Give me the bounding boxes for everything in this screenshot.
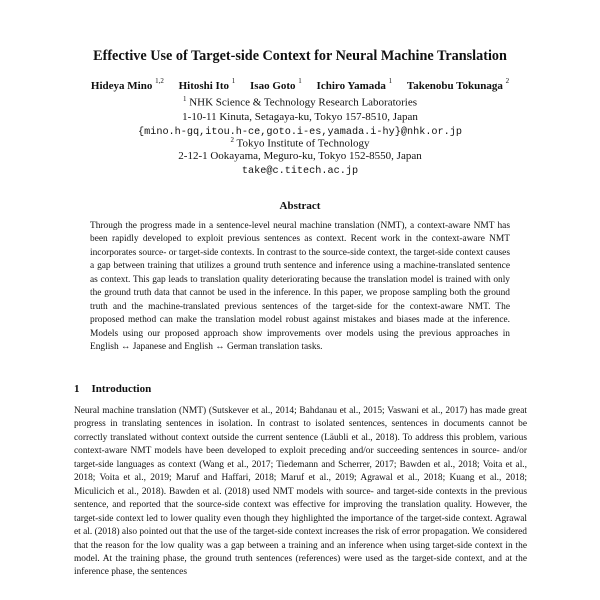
- affiliation-name: NHK Science & Technology Research Laboratories: [189, 96, 418, 109]
- affiliation-1-address: 1-10-11 Kinuta, Setagaya-ku, Tokyo 157-8510, Japan: [182, 111, 418, 123]
- author-affiliation-marker: 1: [231, 77, 236, 85]
- introduction-text: Neural machine translation (NMT) (Sutskever et al., 2014; Bahdanau et al., 2015; Vaswani et al., 2017) has made great progress in translating sentences in isolation. In contrast to isolated sentences, sentences in documents cannot be correctly translated without context outside the current sentence (Läubli et al., 2018). To address this problem, various context-aware NMT models have been developed to exploit preceding and/or succeeding sentences in source- and/or target-side languages as context (Wang et al., 2017; Tiedemann and Scherrer, 2017; Bawden et al., 2018; Voita et al., 2018; Voita et al., 2019; Maruf and Haffari, 2018; Maruf et al., 2019; Agrawal et al., 2018; Kuang et al., 2018; Miculicich et al., 2018). Bawden et al. (2018) used NMT models with source- and target-side contexts in the previous sentence, and reported that the source-side context was effective for improving the translation quality. However, the target-side context led to lower quality even though they highlighted the importance of the target-side context. Agrawal et al. (2018) also pointed out that the use of the target-side context increases the risk of error propagation. We considered that the reason for the low quality was a gap between a training and an inference when using target-side context in the model. At the training phase, the ground truth sentences (references) were used as the target-side context, and at the inference phase, the sentences: [74, 406, 527, 578]
- author-name: Takenobu Tokunaga: [406, 79, 503, 92]
- author-name: Isao Goto: [250, 79, 296, 92]
- affiliation-marker: 1: [182, 95, 187, 103]
- author-affiliation-marker: 1,2: [155, 77, 164, 85]
- author-affiliation-marker: 2: [505, 77, 510, 85]
- section-number: 1: [74, 383, 80, 395]
- section-title: Introduction: [91, 383, 152, 395]
- affiliation-2-email: take@c.titech.ac.jp: [241, 166, 359, 177]
- author-affiliation-marker: 1: [388, 77, 393, 85]
- author: [250, 77, 302, 92]
- author-name: Ichiro Yamada: [316, 79, 386, 92]
- affiliation-1-email: {mino.h-gq,itou.h-ce,goto.i-es,yamada.i-hy}@nhk.or.jp: [137, 127, 462, 138]
- paper-title: Effective Use of Target-side Context for Neural Machine Translation: [93, 48, 507, 64]
- affiliation-name: Tokyo Institute of Technology: [236, 137, 370, 150]
- affiliation-marker: 2: [230, 136, 234, 144]
- affiliation-1-name: [0, 95, 600, 109]
- author-name: Hitoshi Ito: [178, 79, 230, 92]
- abstract-heading: Abstract: [279, 200, 321, 212]
- section-heading: [74, 383, 151, 395]
- author: [316, 77, 393, 92]
- affiliation-2-address: 2-12-1 Ookayama, Meguro-ku, Tokyo 152-8550, Japan: [178, 150, 422, 162]
- author: [406, 77, 510, 92]
- affiliation-2-name: [0, 136, 600, 150]
- author-name: Hideya Mino: [90, 79, 153, 92]
- author: [178, 77, 236, 92]
- author: [90, 77, 164, 92]
- author-list: [0, 78, 600, 92]
- abstract-text: Through the progress made in a sentence-level neural machine translation (NMT), a context-aware NMT has been rapidly developed to exploit previous sentences as context. Recent work in the context-aware NMT incorporates source- or target-side contexts. In contrast to the source-side context, the target-side context causes a gap between training that utilizes a ground truth sentence and inference using a machine-translated sentence as context. This gap leads to translation quality deteriorating because the translation model is trained with only the ground truth data that cannot be used in the inference. In this paper, we propose sampling both the ground truth and the machine-translated previous sentences of the target-side for the context-aware NMT. The proposed method can make the translation model robust against mistakes and biases made at the inference. Models using our proposed approach show improvements over models using the previous approaches in English ↔ Japanese and English ↔ German translation tasks.: [90, 221, 510, 353]
- author-affiliation-marker: 1: [298, 77, 302, 85]
